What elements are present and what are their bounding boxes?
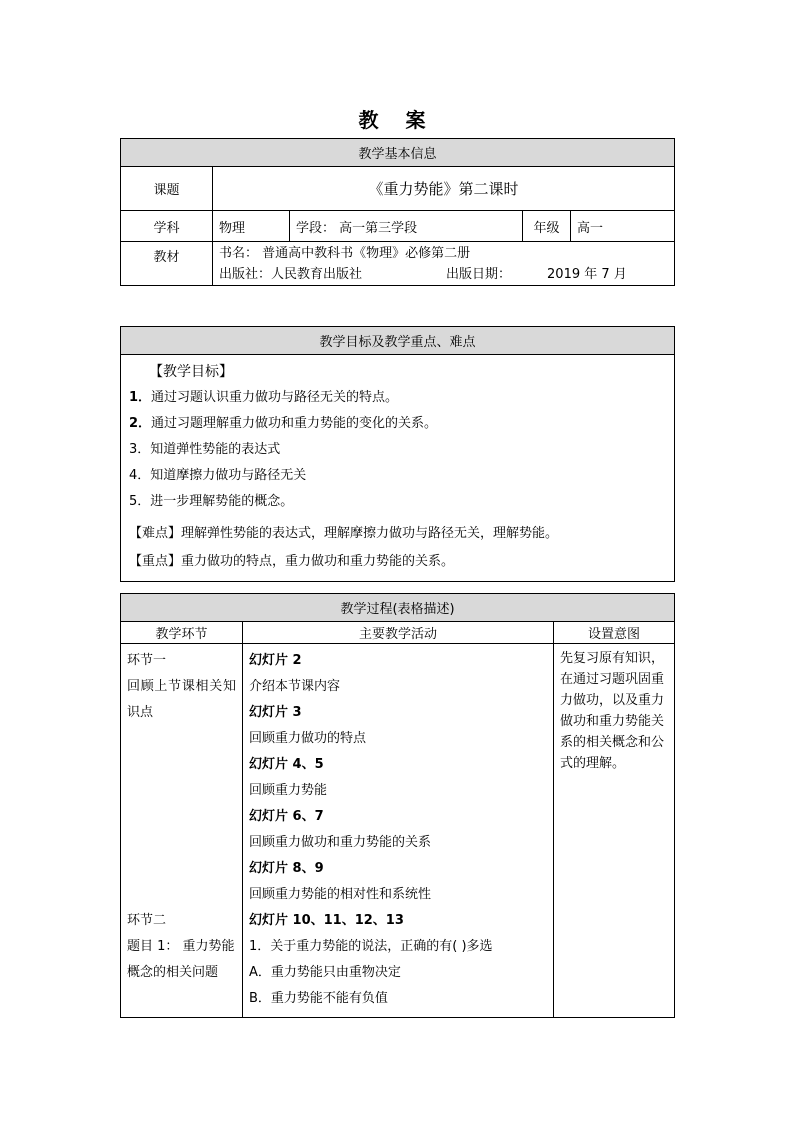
- subject-label: 学科: [121, 211, 213, 242]
- activity-line: 1．关于重力势能的说法，正确的有( )多选: [249, 939, 493, 954]
- goal-item: 5．进一步理解势能的概念。: [129, 494, 294, 509]
- process-table: [120, 593, 675, 1018]
- goals-body: [121, 355, 675, 582]
- grade-value: 高一: [571, 211, 675, 242]
- grade-label: 年级: [523, 211, 571, 242]
- goal-title: 【教学目标】: [149, 364, 233, 380]
- activity-line: 回顾重力势能: [249, 783, 328, 798]
- activity-line: A．重力势能只由重物决定: [249, 965, 401, 980]
- slide-ref: 幻灯片 10、11、12、13: [249, 913, 404, 928]
- publisher-line: [219, 264, 668, 285]
- stage2-desc: 题目 1： 重力势能概念的相关问题: [127, 939, 235, 980]
- difficult-point: 【难点】理解弹性势能的表达式，理解摩擦力做功与路径无关，理解势能。: [129, 526, 559, 541]
- goal-item: 1．通过习题认识重力做功与路径无关的特点。: [129, 390, 399, 405]
- goals-table: [120, 326, 675, 582]
- activity-line: 回顾重力势能的相对性和系统性: [249, 887, 432, 902]
- goals-header: 教学目标及教学重点、难点: [121, 327, 675, 355]
- document-title: 教 案: [358, 108, 436, 132]
- material-cell: [213, 242, 675, 286]
- topic-value: 《重力势能》第二课时: [213, 167, 675, 211]
- book-name: 书名： 普通高中教科书《物理》必修第二册: [219, 246, 471, 261]
- publisher: 出版社：人民教育出版社: [219, 267, 363, 282]
- activity-line: B．重力势能不能有负值: [249, 991, 388, 1006]
- pub-date-label: 出版日期：: [446, 267, 512, 282]
- activity-cell: [243, 644, 554, 1018]
- stage-cell: [121, 644, 243, 1018]
- pub-date-value: 2019 年 7 月: [547, 267, 627, 282]
- col-activity: 主要教学活动: [243, 622, 554, 644]
- activity-line: 回顾重力做功的特点: [249, 731, 367, 746]
- col-intent: 设置意图: [554, 622, 675, 644]
- slide-ref: 幻灯片 2: [249, 653, 302, 668]
- material-label: 教材: [121, 242, 213, 286]
- slide-ref: 幻灯片 6、7: [249, 809, 324, 824]
- basic-info-header: 教学基本信息: [121, 139, 675, 167]
- goal-item: 4．知道摩擦力做功与路径无关: [129, 468, 307, 483]
- topic-label: 课题: [121, 167, 213, 211]
- slide-ref: 幻灯片 4、5: [249, 757, 324, 772]
- stage1-title: 环节一: [127, 653, 167, 668]
- goal-item: 3．知道弹性势能的表达式: [129, 442, 281, 457]
- stage1-desc: 回顾上节课相关知识点: [127, 679, 236, 720]
- stage2-title: 环节二: [127, 913, 167, 928]
- activity-line: 介绍本节课内容: [249, 679, 341, 694]
- activity-line: 回顾重力做功和重力势能的关系: [249, 835, 432, 850]
- slide-ref: 幻灯片 8、9: [249, 861, 324, 876]
- stage-text: 学段： 高一第三学段: [290, 211, 523, 242]
- basic-info-table: [120, 138, 675, 286]
- key-point: 【重点】重力做功的特点，重力做功和重力势能的关系。: [129, 554, 455, 569]
- goal-item: 2．通过习题理解重力做功和重力势能的变化的关系。: [129, 416, 438, 431]
- process-header: 教学过程(表格描述): [121, 594, 675, 622]
- intent-cell: 先复习原有知识，在通过习题巩固重力做功，以及重力做功和重力势能关系的相关概念和公式的理解。: [554, 644, 675, 1018]
- col-stage: 教学环节: [121, 622, 243, 644]
- slide-ref: 幻灯片 3: [249, 705, 302, 720]
- subject-value: 物理: [213, 211, 290, 242]
